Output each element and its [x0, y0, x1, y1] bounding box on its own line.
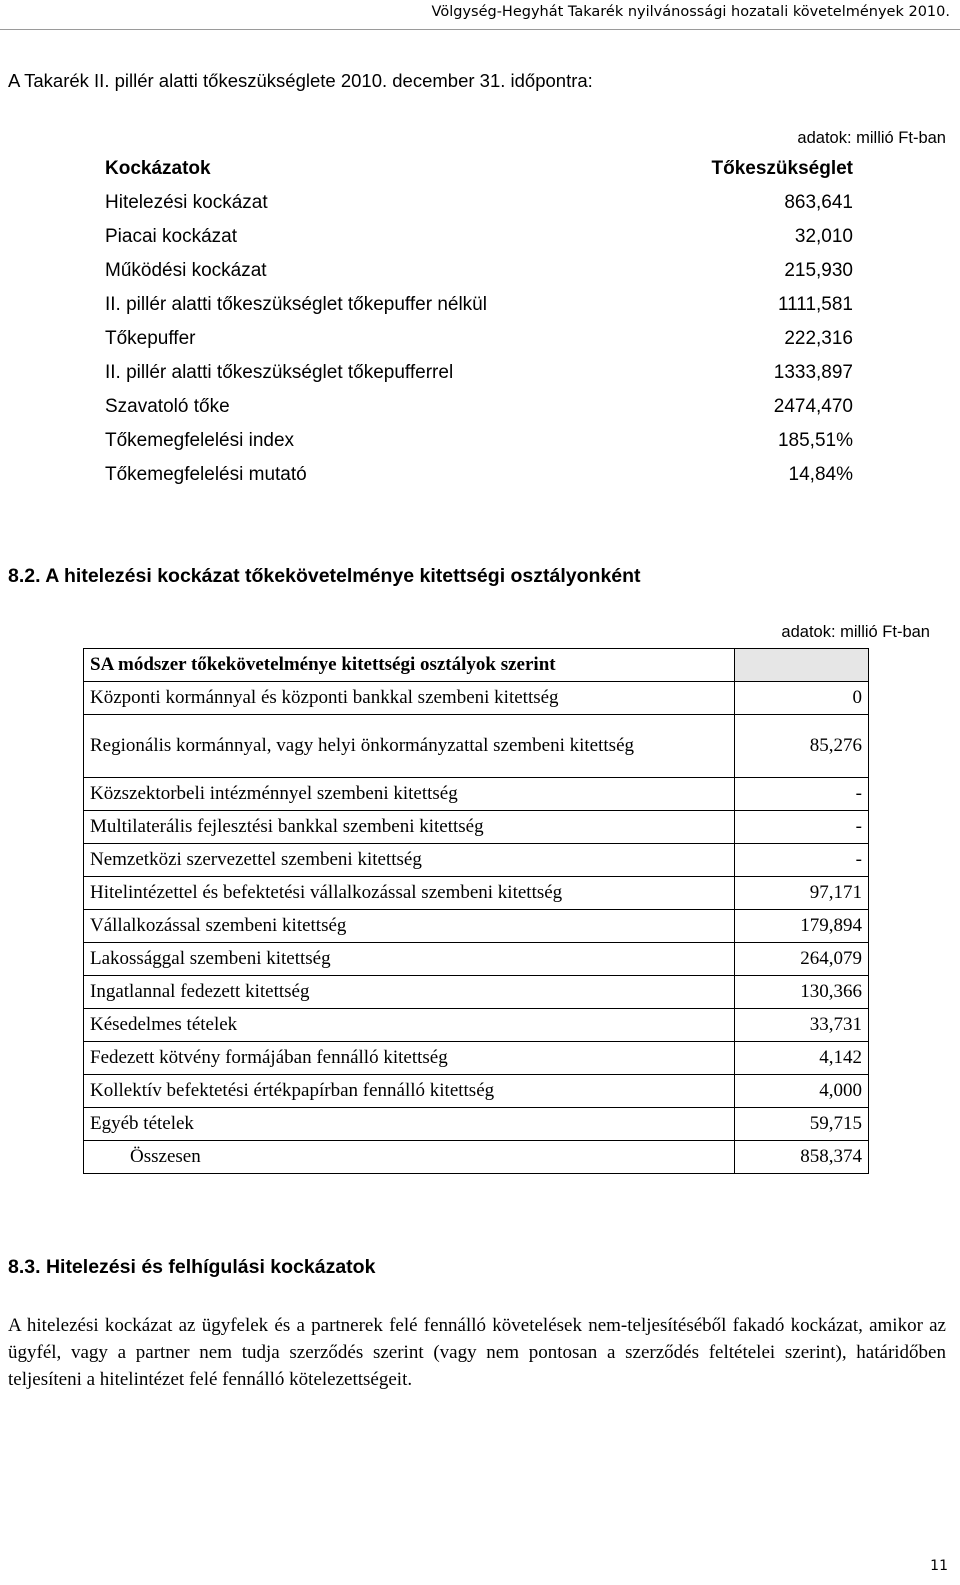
column-header-risks: Kockázatok	[105, 158, 211, 179]
section-heading-8-2: 8.2. A hitelezési kockázat tőkekövetelménye kitettségi osztályonként	[8, 565, 641, 587]
row-value: -	[735, 811, 869, 844]
row-label: Kollektív befektetési értékpapírban fennálló kitettség	[84, 1075, 735, 1108]
section-heading-8-3: 8.3. Hitelezési és felhígulási kockázatok	[8, 1256, 376, 1278]
row-value: 32,010	[794, 226, 853, 247]
table-row	[100, 322, 858, 356]
row-value: 33,731	[735, 1009, 869, 1042]
row-label: Nemzetközi szervezettel szembeni kitettség	[84, 844, 735, 877]
table-row	[84, 877, 869, 910]
row-label: Hitelintézettel és befektetési vállalkozással szembeni kitettség	[84, 877, 735, 910]
table-row	[100, 458, 858, 492]
row-label: Hitelezési kockázat	[105, 192, 268, 213]
row-value: -	[735, 844, 869, 877]
row-value: 2474,470	[773, 396, 853, 417]
table-row	[84, 778, 869, 811]
table-total-row	[84, 1141, 869, 1174]
row-value: 863,641	[784, 192, 853, 213]
table-row	[100, 356, 858, 390]
table-row	[100, 186, 858, 220]
table-row	[84, 910, 869, 943]
table-row	[84, 844, 869, 877]
row-value: -	[735, 778, 869, 811]
row-value: 14,84%	[788, 464, 853, 485]
row-label: Szavatoló tőke	[105, 396, 230, 417]
page-number: 11	[930, 1558, 948, 1574]
exposure-class-table	[83, 648, 869, 1174]
intro-line: A Takarék II. pillér alatti tőkeszükséglete 2010. december 31. időpontra:	[8, 70, 593, 91]
table-row	[100, 220, 858, 254]
table-header-label: SA módszer tőkekövetelménye kitettségi osztályok szerint	[84, 649, 735, 682]
row-label: Vállalkozással szembeni kitettség	[84, 910, 735, 943]
row-label: Tőkepuffer	[105, 328, 196, 349]
row-label: Lakossággal szembeni kitettség	[84, 943, 735, 976]
table-row	[84, 682, 869, 715]
row-value: 85,276	[735, 715, 869, 778]
table1-unit-note: adatok: millió Ft-ban	[797, 129, 946, 147]
header-divider	[0, 29, 960, 30]
row-label: II. pillér alatti tőkeszükséglet tőkepufferrel	[105, 362, 454, 383]
row-label: Késedelmes tételek	[84, 1009, 735, 1042]
table-row	[84, 715, 869, 778]
row-label: II. pillér alatti tőkeszükséglet tőkepuffer nélkül	[105, 294, 487, 315]
row-label: Piacai kockázat	[105, 226, 238, 247]
running-header: Völgység-Hegyhát Takarék nyilvánossági hozatali követelmények 2010.	[431, 4, 950, 20]
row-value: 185,51%	[777, 430, 853, 451]
table2-unit-note: adatok: millió Ft-ban	[781, 623, 930, 641]
row-label: Ingatlannal fedezett kitettség	[84, 976, 735, 1009]
row-value: 97,171	[735, 877, 869, 910]
row-label: Tőkemegfelelési index	[105, 430, 295, 451]
table-row	[84, 976, 869, 1009]
table-row	[84, 1075, 869, 1108]
total-label: Összesen	[84, 1141, 735, 1174]
row-value: 4,000	[735, 1075, 869, 1108]
table-header-fill	[735, 649, 869, 682]
row-label: Regionális kormánnyal, vagy helyi önkormányzattal szembeni kitettség	[84, 715, 735, 778]
row-label: Fedezett kötvény formájában fennálló kitettség	[84, 1042, 735, 1075]
table-row	[100, 424, 858, 458]
row-value: 222,316	[784, 328, 853, 349]
row-value: 4,142	[735, 1042, 869, 1075]
table-row	[84, 1108, 869, 1141]
capital-requirement-table	[100, 152, 858, 492]
table-row	[84, 811, 869, 844]
row-value: 1111,581	[777, 294, 853, 315]
table-row	[100, 390, 858, 424]
row-value: 264,079	[735, 943, 869, 976]
table-row	[84, 1009, 869, 1042]
row-value: 0	[735, 682, 869, 715]
table-header-row	[84, 649, 869, 682]
row-label: Működési kockázat	[105, 260, 267, 281]
row-value: 215,930	[784, 260, 853, 281]
row-label: Tőkemegfelelési mutató	[105, 464, 307, 485]
row-value: 179,894	[735, 910, 869, 943]
column-header-capital: Tőkeszükséglet	[711, 158, 853, 179]
row-label: Közszektorbeli intézménnyel szembeni kitettség	[84, 778, 735, 811]
credit-risk-paragraph: A hitelezési kockázat az ügyfelek és a partnerek felé fennálló követelések nem-teljesítéséből fakadó kockázat, amikor az ügyfél, vagy a partner nem tudja szerződés szerint (vagy nem pontosan a szerződés feltételei szerint), határidőben teljesíteni a hitelintézet felé fennálló kötelezettségeit.	[8, 1315, 946, 1390]
row-value: 1333,897	[773, 362, 853, 383]
table-row	[84, 943, 869, 976]
row-label: Központi kormánnyal és központi bankkal szembeni kitettség	[84, 682, 735, 715]
table-header-row	[100, 152, 858, 186]
table-row	[84, 1042, 869, 1075]
total-value: 858,374	[735, 1141, 869, 1174]
row-value: 59,715	[735, 1108, 869, 1141]
table-row	[100, 288, 858, 322]
row-label: Egyéb tételek	[84, 1108, 735, 1141]
row-value: 130,366	[735, 976, 869, 1009]
table-row	[100, 254, 858, 288]
row-label: Multilaterális fejlesztési bankkal szembeni kitettség	[84, 811, 735, 844]
